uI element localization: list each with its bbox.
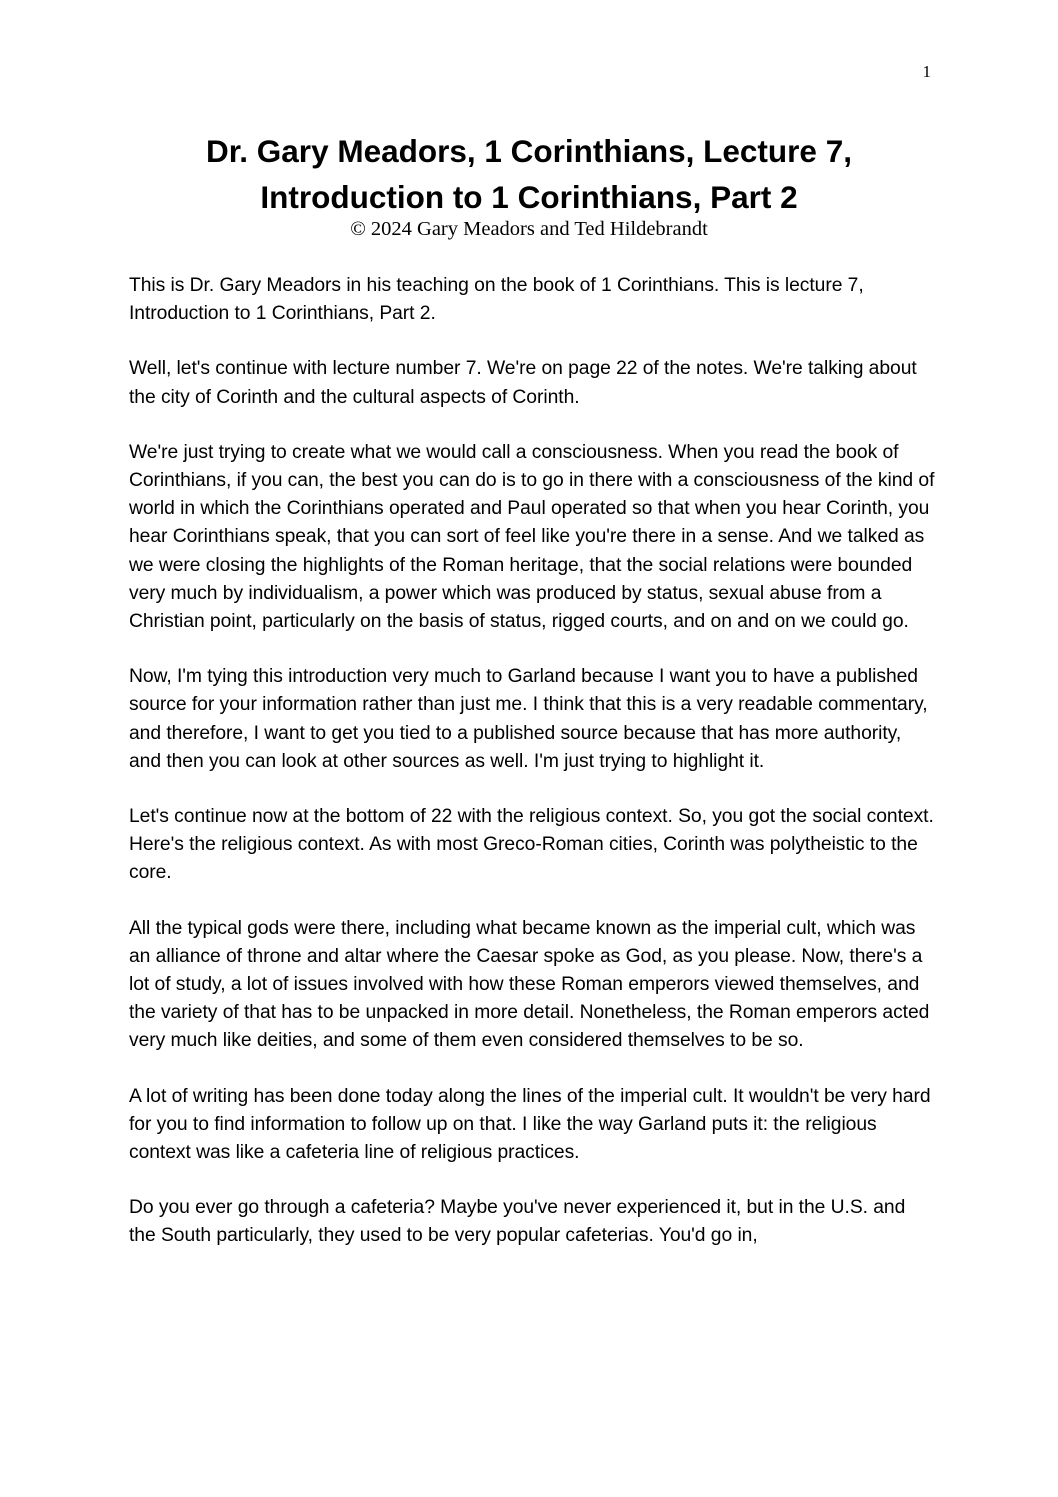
paragraph-4: Now, I'm tying this introduction very much to Garland because I want you to have a published source for your information rather than just me. I think that this is a very readable commentary, and therefore, I want to get you tied to a published source because that has more authority, and then you can look at other sources as well. I'm just trying to highlight it. — [129, 666, 928, 772]
copyright-notice: © 2024 Gary Meadors and Ted Hildebrandt — [350, 218, 708, 240]
paragraph-7: A lot of writing has been done today along the lines of the imperial cult. It wouldn't be very hard for you to find information to follow up on that. I like the way Garland puts it: the religious context was like a cafeteria line of religious practices. — [129, 1085, 931, 1164]
document-header — [100, 128, 958, 242]
paragraph-1: This is Dr. Gary Meadors in his teaching on the book of 1 Corinthians. This is lecture 7, Introduction to 1 Corinthians, Part 2. — [129, 275, 864, 325]
paragraph-2: Well, let's continue with lecture number 7. We're on page 22 of the notes. We're talking about the city of Corinth and the cultural aspects of Corinth. — [129, 358, 917, 408]
document-title-line-1: Dr. Gary Meadors, 1 Corinthians, Lecture 7, — [206, 133, 852, 169]
paragraph-8: Do you ever go through a cafeteria? Maybe you've never experienced it, but in the U.S. and the South particularly, they used to be very popular cafeterias. You'd go in, — [129, 1197, 906, 1247]
page-number: 1 — [922, 62, 931, 81]
paragraph-6: All the typical gods were there, including what became known as the imperial cult, which was an alliance of throne and altar where the Caesar spoke as God, as you please. Now, there's a lot of study, a lot of issues involved with how these Roman emperors viewed themselves, and the variety of that has to be unpacked in more detail. Nonetheless, the Roman emperors acted very much like deities, and some of them even considered themselves to be so. — [129, 917, 930, 1052]
paragraph-5: Let's continue now at the bottom of 22 with the religious context. So, you got the social context. Here's the religious context. As with most Greco-Roman cities, Corinth was polytheistic to the core. — [129, 806, 934, 884]
paragraph-3: We're just trying to create what we would call a consciousness. When you read the book of Corinthians, if you can, the best you can do is to go in there with a consciousness of the kind of world in which the Corinthians operated and Paul operated so that when you hear Corinth, you hear Corinthians speak, that you can sort of feel like you're there in a sense. And we talked as we were closing the highlights of the Roman heritage, that the social relations were bounded very much by individualism, a power which was produced by status, sexual abuse from a Christian point, particularly on the basis of status, rigged courts, and on and on we could go. — [129, 441, 935, 633]
lecture-transcript — [129, 272, 935, 1278]
document-title-line-2: Introduction to 1 Corinthians, Part 2 — [260, 179, 798, 215]
